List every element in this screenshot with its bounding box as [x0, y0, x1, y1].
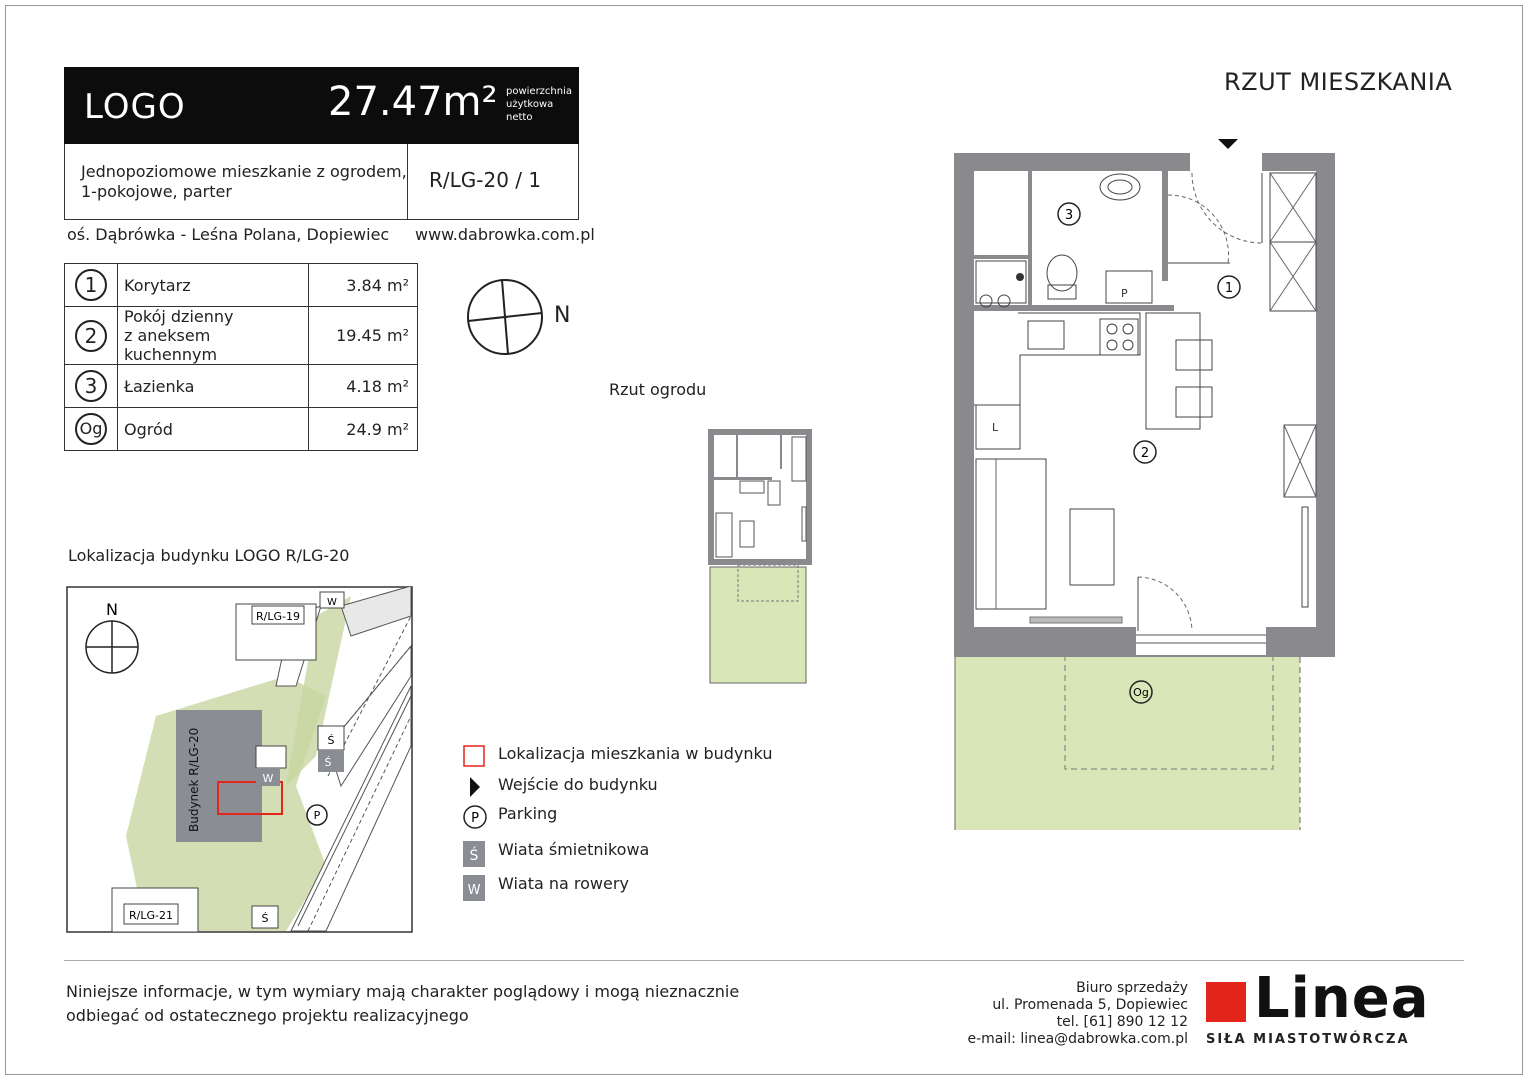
description-text: [81, 162, 407, 202]
room-label-1: 1: [1224, 281, 1234, 296]
location-title: Lokalizacja budynku LOGO R/LG-20: [68, 546, 350, 565]
website-link[interactable]: www.dabrowka.com.pl: [415, 225, 595, 244]
room-label-og: Og: [1133, 686, 1149, 699]
site-label-w: W: [262, 772, 274, 785]
plan-label-l: L: [992, 421, 999, 434]
entry-arrow-icon: [462, 775, 486, 799]
description-line: 1-pokojowe, parter: [81, 182, 232, 201]
site-label-s: Ś: [324, 756, 332, 769]
site-label-rlg19: R/LG-19: [256, 610, 300, 623]
table-row: [65, 365, 418, 408]
brand-wordmark: Linea: [1254, 966, 1430, 1031]
area-caption-line: powierzchnia: [506, 86, 573, 97]
disclaimer: [66, 980, 739, 1028]
room-number: Og: [75, 413, 107, 445]
office-title: Biuro sprzedaży: [1076, 980, 1188, 996]
compass-north-label: N: [554, 303, 571, 328]
legend-label: Parking: [498, 804, 558, 823]
brand-red-square: [1206, 982, 1246, 1022]
bike-symbol: W: [467, 883, 481, 898]
site-north-label: N: [106, 600, 118, 619]
legend-label: Wiata śmietnikowa: [498, 840, 650, 859]
room-name-line2: z aneksem kuchennym: [124, 326, 218, 364]
site-label-w-top: W: [327, 597, 337, 608]
legend-item: [462, 874, 629, 906]
room-name: Pokój dzienny: [124, 307, 234, 326]
room-area: 19.45 m²: [309, 307, 418, 365]
garden-title: Rzut ogrodu: [609, 380, 707, 399]
room-name: Łazienka: [124, 376, 195, 396]
brand-tagline: SIŁA MIASTOTWÓRCZA: [1206, 1032, 1410, 1047]
room-number: 2: [75, 320, 107, 352]
garden-area: [955, 657, 1300, 830]
legend-label: Lokalizacja mieszkania w budynku: [498, 744, 773, 763]
entry-arrow-icon: [1218, 139, 1238, 149]
room-area: 3.84 m²: [309, 264, 418, 307]
site-label-s-top: Ś: [327, 734, 335, 747]
office-email[interactable]: e-mail: linea@dabrowka.com.pl: [967, 1031, 1188, 1047]
legend-label: Wejście do budynku: [498, 775, 658, 794]
table-row: [65, 264, 418, 307]
room-area: 4.18 m²: [309, 365, 418, 408]
legend-item: [462, 804, 558, 834]
room-area: 24.9 m²: [309, 408, 418, 451]
area-caption-line: użytkowa: [506, 99, 554, 110]
legend-label: Wiata na rowery: [498, 874, 629, 893]
room-name: Korytarz: [124, 275, 191, 295]
estate-address: oś. Dąbrówka - Leśna Polana, Dopiewiec: [67, 225, 390, 244]
table-row: [65, 408, 418, 451]
room-label-2: 2: [1140, 446, 1150, 461]
site-label-s-bottom: Ś: [261, 912, 269, 925]
plan-title: RZUT MIESZKANIA: [1224, 68, 1453, 96]
disclaimer-line: Niniejsze informacje, w tym wymiary mają charakter poglądowy i mogą nieznacznie: [66, 982, 740, 1001]
area-caption-line: netto: [506, 112, 533, 123]
total-area: 27.47m²: [328, 79, 498, 125]
footer-divider: [64, 960, 1464, 961]
legend-item: [462, 775, 658, 803]
logo-text: LOGO: [84, 87, 186, 127]
area-caption: [506, 85, 572, 124]
office-phone: tel. [61] 890 12 12: [1056, 1014, 1188, 1030]
site-label-p: P: [313, 809, 321, 822]
legend-item: [462, 744, 773, 772]
site-label-rlg21: R/LG-21: [129, 909, 173, 922]
room-number: 1: [75, 269, 107, 301]
garden-plan: [700, 425, 820, 690]
legend-item: [462, 840, 650, 872]
divider: [407, 144, 408, 220]
brand-logo: [1206, 966, 1464, 1048]
bike-shelter-icon: [462, 874, 486, 902]
room-number: 3: [75, 370, 107, 402]
table-row: [65, 307, 418, 365]
waste-shelter-icon: [462, 840, 486, 868]
room-name: Ogród: [124, 419, 173, 439]
disclaimer-line: odbiegać od ostatecznego projektu realizacyjnego: [66, 1006, 469, 1025]
floor-plan: [940, 135, 1340, 835]
waste-symbol: Ś: [469, 848, 479, 864]
plan-label-p: P: [1121, 287, 1128, 300]
room-label-3: 3: [1064, 208, 1074, 223]
apartment-code: R/LG-20 / 1: [429, 168, 542, 192]
description-box: [64, 144, 579, 220]
parking-symbol: P: [471, 811, 479, 826]
rooms-table: [64, 263, 418, 451]
site-label-building: Budynek R/LG-20: [187, 727, 201, 832]
parking-icon: [462, 804, 488, 830]
description-line: Jednopoziomowe mieszkanie z ogrodem,: [81, 162, 407, 181]
sales-office: [967, 980, 1188, 1048]
red-rectangle-icon: [462, 744, 486, 768]
office-street: ul. Promenada 5, Dopiewiec: [992, 997, 1188, 1013]
site-map: [66, 586, 414, 934]
header-bar: [64, 67, 579, 144]
compass-icon: [460, 272, 580, 362]
